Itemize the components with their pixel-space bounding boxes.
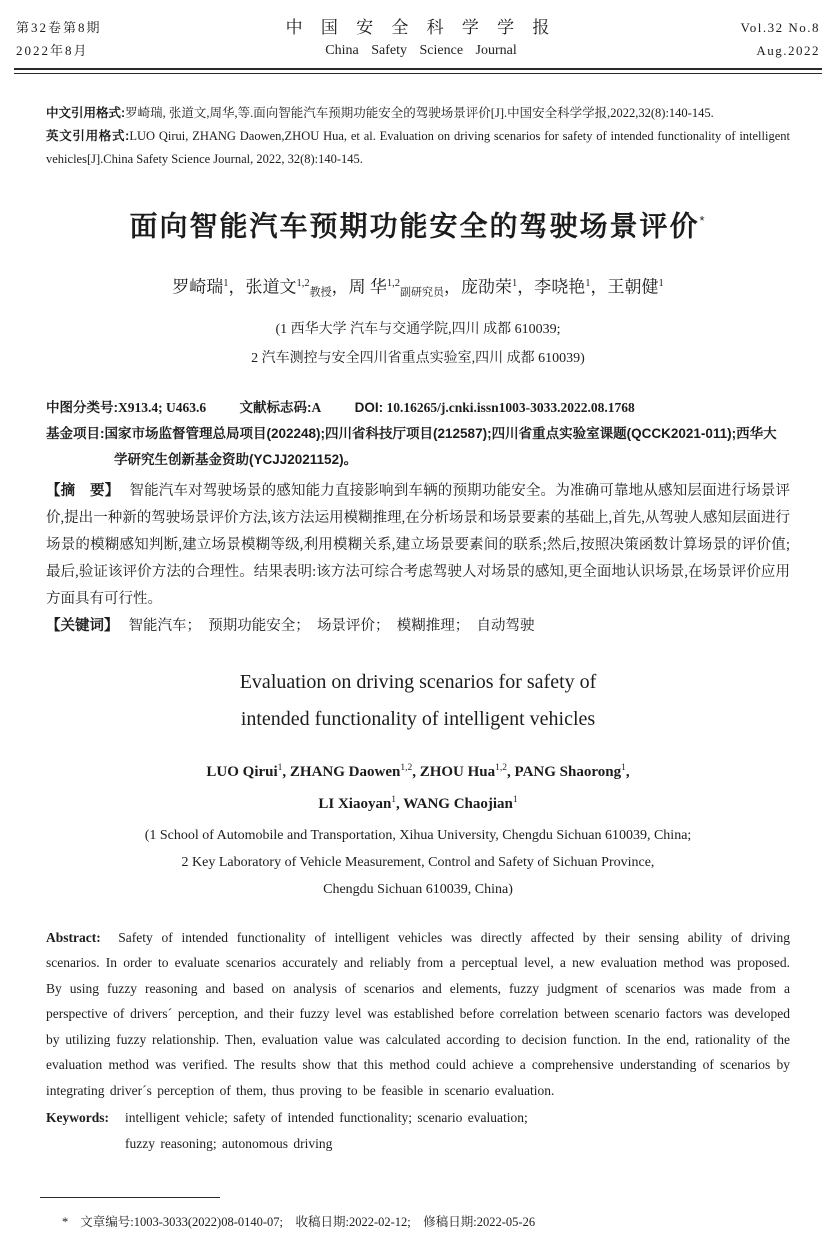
- header-vol-block: [741, 16, 820, 62]
- footnote-block: [0, 1197, 836, 1230]
- authors-cn-line: 罗崎瑞$^1$，张道文$^{1,2}$教授，周 华$^{1,2}$副研究员，庞劭荣$^1$，李哓艳$^1$，王朝健$^1$: [172, 277, 664, 299]
- abstract-cn-text: 智能汽车对驾驶场景的感知能力直接影响到车辆的预期功能安全。为准确可靠地从感知层面进行场景评价,提出一种新的驾驶场景评价方法,该方法运用模糊推理,在分析场景和场景要素的基础上,首先,从驾驶人感知层面进行场景的模糊感知判断,建立场景模糊等级,利用模糊关系,建立场景要素间的联系;然后,按照决策函数计算场景的评价值;最后,验证该评价方法的合理性。结果表明:该方法可综合考虑驾驶人对场景的感知,更全面地认识场景,在场景评价应用方面具有可行性。: [46, 482, 790, 607]
- author-name: ZHANG Daowen: [289, 763, 401, 780]
- citation-cn-text: 罗崎瑞, 张道文,周华,等.面向智能汽车预期功能安全的驾驶场景评价[J].中国安全科学学报,2022,32(8):140-145.: [125, 106, 714, 120]
- authors-en-line-1: LUO Qirui$^1$, ZHANG Daowen$^{1,2}$, ZHOU Hua$^{1,2}$, PANG Shaorong$^1$,: [206, 762, 630, 780]
- affiliation-en-block: [0, 822, 836, 903]
- abstract-cn-label: 【摘 要】: [46, 482, 120, 499]
- author-name: 罗崎瑞: [172, 277, 224, 297]
- clc-value: X913.4; U463.6: [118, 399, 207, 415]
- article-title-en: [0, 664, 836, 738]
- author-name: WANG Chaojian: [403, 795, 513, 812]
- citation-block: [46, 102, 790, 171]
- keywords-en-label: Keywords:: [46, 1110, 109, 1126]
- doi-label: DOI:: [354, 399, 384, 415]
- citation-en-text: LUO Qirui, ZHANG Daowen,ZHOU Hua, et al. Evaluation on driving scenarios for safety of intended functionality of intelligent vehicles[J].China Safety Science Journal, 2022, 32(8):140-145.: [46, 129, 791, 166]
- abstract-en-text: Safety of intended functionality of intelligent vehicles was directly affected by their sensing ability of driving scenarios. In order to evaluate scenarios accurately and reliably from a perceptual level, a new evaluation method was proposed. By using fuzzy reasoning and based on analysis of scenarios and elements, fuzzy judgment of scenarios was made from a perspective of drivers´ perception, and their fuzzy level was established before correlation between scenario factors was developed by utilizing fuzzy relationship. Then, evaluation value was calculated according to decision function. In the end, rationality of the evaluation method was verified. The results show that this method could achieve a comprehensive understanding of scenarios by integrating driver´s perception of them, thus proving to be feasible in scenario evaluation.: [46, 929, 791, 1098]
- authors-en-line-2: LI Xiaoyan$^1$, WANG Chaojian$^1$: [318, 794, 518, 812]
- author-name: LI Xiaoyan: [318, 795, 392, 812]
- abstract-en-label: Abstract:: [46, 929, 101, 945]
- doi-value: 10.16265/j.cnki.issn1003-3033.2022.08.1768: [386, 399, 635, 415]
- date-cn: 2022年8月: [16, 43, 89, 58]
- title-footnote-marker: *: [699, 213, 707, 228]
- fund-text: 国家市场监督管理总局项目(202248);四川省科技厅项目(212587);四川省重点实验室课题(QCCK2021-011);西华大学研究生创新基金资助(YCJJ2021152)。: [104, 425, 777, 467]
- article-title-en-1: Evaluation on driving scenarios for safety of: [239, 670, 597, 693]
- issue-cn: 第32卷第8期: [16, 20, 102, 35]
- author-name: 李哓艳: [534, 277, 586, 297]
- header-double-rule: [14, 68, 822, 74]
- author-name: ZHOU Hua: [419, 763, 496, 780]
- article-title-cn: [0, 201, 836, 246]
- citation-en-label: 英文引用格式:: [46, 129, 130, 143]
- keywords-cn: [46, 613, 790, 640]
- doc-code-value: A: [311, 399, 322, 415]
- affiliation-en-2: 2 Key Laboratory of Vehicle Measurement, Control and Safety of Sichuan Province,: [181, 854, 655, 870]
- author-name: 周 华: [348, 277, 387, 297]
- authors-en-block: [0, 754, 836, 818]
- author-name: PANG Shaorong: [514, 763, 622, 780]
- affiliation-cn-block: [0, 315, 836, 373]
- footnote-rule: [40, 1197, 220, 1198]
- issue-en: Vol.32 No.8: [740, 20, 820, 35]
- affiliation-cn-2: 2 汽车测控与安全四川省重点实验室,四川 成都 610039): [251, 350, 585, 366]
- footnote-text-line: [0, 1212, 836, 1230]
- affiliation-en-3: Chengdu Sichuan 610039, China): [323, 881, 513, 897]
- citation-cn-label: 中文引用格式:: [46, 106, 126, 120]
- date-en: Aug.2022: [756, 43, 820, 58]
- keywords-en-items: [125, 1105, 528, 1157]
- keywords-cn-label: 【关键词】: [46, 617, 119, 634]
- article-title-cn-text: 面向智能汽车预期功能安全的驾驶场景评价: [129, 210, 700, 242]
- abstract-en: [46, 925, 790, 1104]
- keywords-en-line-1: intelligent vehicle; safety of intended functionality; scenario evaluation;: [125, 1110, 528, 1126]
- keywords-cn-items: 智能汽车； 预期功能安全； 场景评价； 模糊推理； 自动驾驶: [128, 617, 535, 634]
- journal-name-block: [102, 16, 741, 62]
- keywords-en-line-2: fuzzy reasoning; autonomous driving: [125, 1136, 333, 1152]
- abstract-cn: [46, 478, 790, 613]
- affiliation-cn-1: (1 西华大学 汽车与交通学院,四川 成都 610039;: [275, 321, 561, 337]
- meta-line: [46, 395, 790, 421]
- keywords-en: [46, 1105, 790, 1157]
- article-title-en-2: intended functionality of intelligent vehicles: [240, 707, 596, 730]
- meta-block: [46, 395, 790, 473]
- doc-code-label: 文献标志码:: [239, 399, 312, 415]
- footnote-marker: *: [62, 1215, 69, 1229]
- journal-title-cn: 中 国 安 全 科 学 学 报: [285, 18, 557, 37]
- author-name: 王朝健: [607, 277, 659, 297]
- clc-label: 中图分类号:: [46, 399, 118, 415]
- journal-title-en: China Safety Science Journal: [325, 43, 517, 58]
- fund-label: 基金项目:: [46, 425, 105, 441]
- fund-line: [46, 421, 790, 473]
- author-name: 庞劭荣: [461, 277, 512, 297]
- affiliation-en-1: (1 School of Automobile and Transportation, Xihua University, Chengdu Sichuan 610039, China;: [144, 827, 692, 843]
- footnote-text: 文章编号:1003-3033(2022)08-0140-07; 收稿日期:2022-02-12; 修稿日期:2022-05-26: [80, 1215, 536, 1229]
- journal-header: [0, 0, 836, 66]
- author-name: 张道文: [245, 277, 297, 297]
- header-issue-block: [16, 16, 102, 62]
- author-name: LUO Qirui: [206, 763, 278, 780]
